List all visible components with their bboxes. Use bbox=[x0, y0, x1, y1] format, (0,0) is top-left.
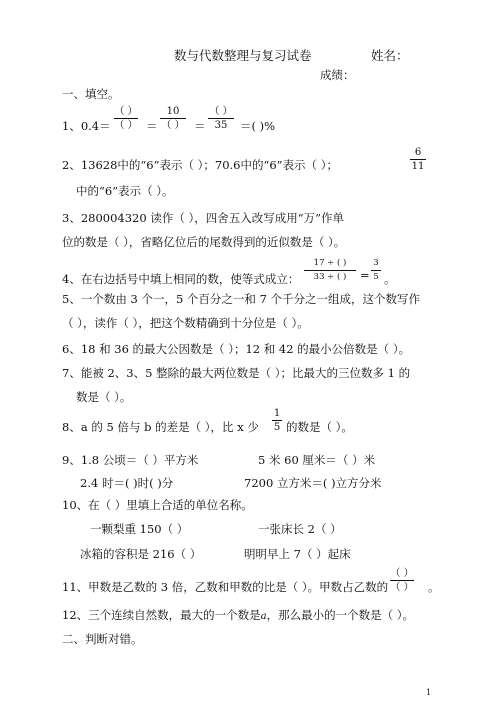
q10-b: 一张床长 2（ ） bbox=[258, 522, 342, 536]
q7-line1: 7、能被 2、3、5 整除的最大两位数是（ ）；比最大的三位数多 1 的 bbox=[62, 366, 411, 380]
page-number: 1 bbox=[426, 688, 432, 697]
q10-d: 明明早上 7（ ）起床 bbox=[244, 547, 351, 561]
page-title: 数与代数整理与复习试卷 bbox=[174, 48, 312, 63]
q8-suffix: 的数是（ ）。 bbox=[286, 420, 353, 434]
name-label: 姓名： bbox=[371, 48, 409, 63]
q1-fraction-3: （ ） 35 bbox=[209, 106, 233, 131]
q4-fraction-1: 17 ÷ ( ) 33 ÷ ( ) bbox=[304, 258, 356, 283]
q4-fraction-2: 3 5 bbox=[371, 258, 381, 283]
q5-line2: （ ），读作（ ），把这个数精确到十分位是（ ）。 bbox=[62, 316, 309, 330]
q4-text: 4、在右边括号中填上相同的数，使等式成立： bbox=[62, 272, 300, 286]
q9-line1a: 9、1.8 公顷＝（ ）平方米 bbox=[62, 453, 199, 467]
q3-line1: 3、280004320 读作（ ），四舍五入改写成用“万”作单 bbox=[62, 211, 344, 225]
q11-text: 11、甲数是乙数的 3 倍，乙数和甲数的比是（ ）。甲数占乙数的 bbox=[62, 580, 389, 594]
q6: 6、18 和 36 的最大公因数是（ ）；12 和 42 的最小公倍数是（ ）。 bbox=[62, 342, 411, 356]
q1-equals-2: ＝ bbox=[194, 119, 206, 133]
q10-c: 冰箱的容积是 216（ ） bbox=[80, 547, 202, 561]
q9-line2b: 7200 立方米＝( )立方分米 bbox=[244, 476, 382, 490]
q4-equals: = bbox=[360, 268, 370, 282]
q3-line2: 位的数是（ ），省略亿位后的尾数得到的近似数是（ ）。 bbox=[62, 235, 346, 249]
q11-fraction: （ ） （ ） bbox=[390, 568, 414, 593]
section-fill-blank: 一、填空。 bbox=[62, 87, 120, 101]
q1-fraction-1: （ ） （ ） bbox=[114, 106, 138, 131]
q12-variable: a bbox=[260, 611, 267, 622]
q8-prefix: 8、a 的 5 倍与 b 的差是（ ），比 x 少 bbox=[62, 420, 259, 434]
q2-line1: 2、13628中的“6”表示（ ）；70.6中的“6”表示（ ）； bbox=[62, 158, 338, 172]
q10-a: 一颗梨重 150（ ） bbox=[90, 522, 189, 536]
q2-fraction: 6 11 bbox=[411, 147, 425, 172]
q1-prefix: 1、0.4＝ bbox=[62, 119, 111, 133]
q1-equals-1: ＝ bbox=[146, 119, 158, 133]
q2-line2: 中的“6”表示（ ）。 bbox=[76, 184, 174, 198]
q7-line2: 数是（ ）。 bbox=[76, 390, 132, 404]
q8-fraction: 1 5 bbox=[273, 408, 281, 433]
q11-end: 。 bbox=[428, 580, 440, 594]
q4-end: 。 bbox=[384, 272, 396, 286]
section-true-false: 二、判断对错。 bbox=[62, 632, 143, 646]
q10-line1: 10、在（ ）里填上合适的单位名称。 bbox=[62, 498, 253, 512]
q9-line2a: 2.4 时＝( )时( )分 bbox=[80, 476, 174, 490]
q5-line1: 5、一个数由 3 个一，5 个百分之一和 7 个千分之一组成，这个数写作 bbox=[62, 292, 421, 306]
q9-line1b: 5 米 60 厘米＝（ ）米 bbox=[258, 453, 376, 467]
q1-fraction-2: 10 （ ） bbox=[161, 106, 185, 131]
q1-suffix: ＝( )% bbox=[240, 119, 276, 133]
score-label: 成绩： bbox=[320, 68, 355, 82]
q12-text: 12、三个连续自然数，最大的一个数是a，那么最小的一个数是（ ）。 bbox=[62, 608, 415, 622]
